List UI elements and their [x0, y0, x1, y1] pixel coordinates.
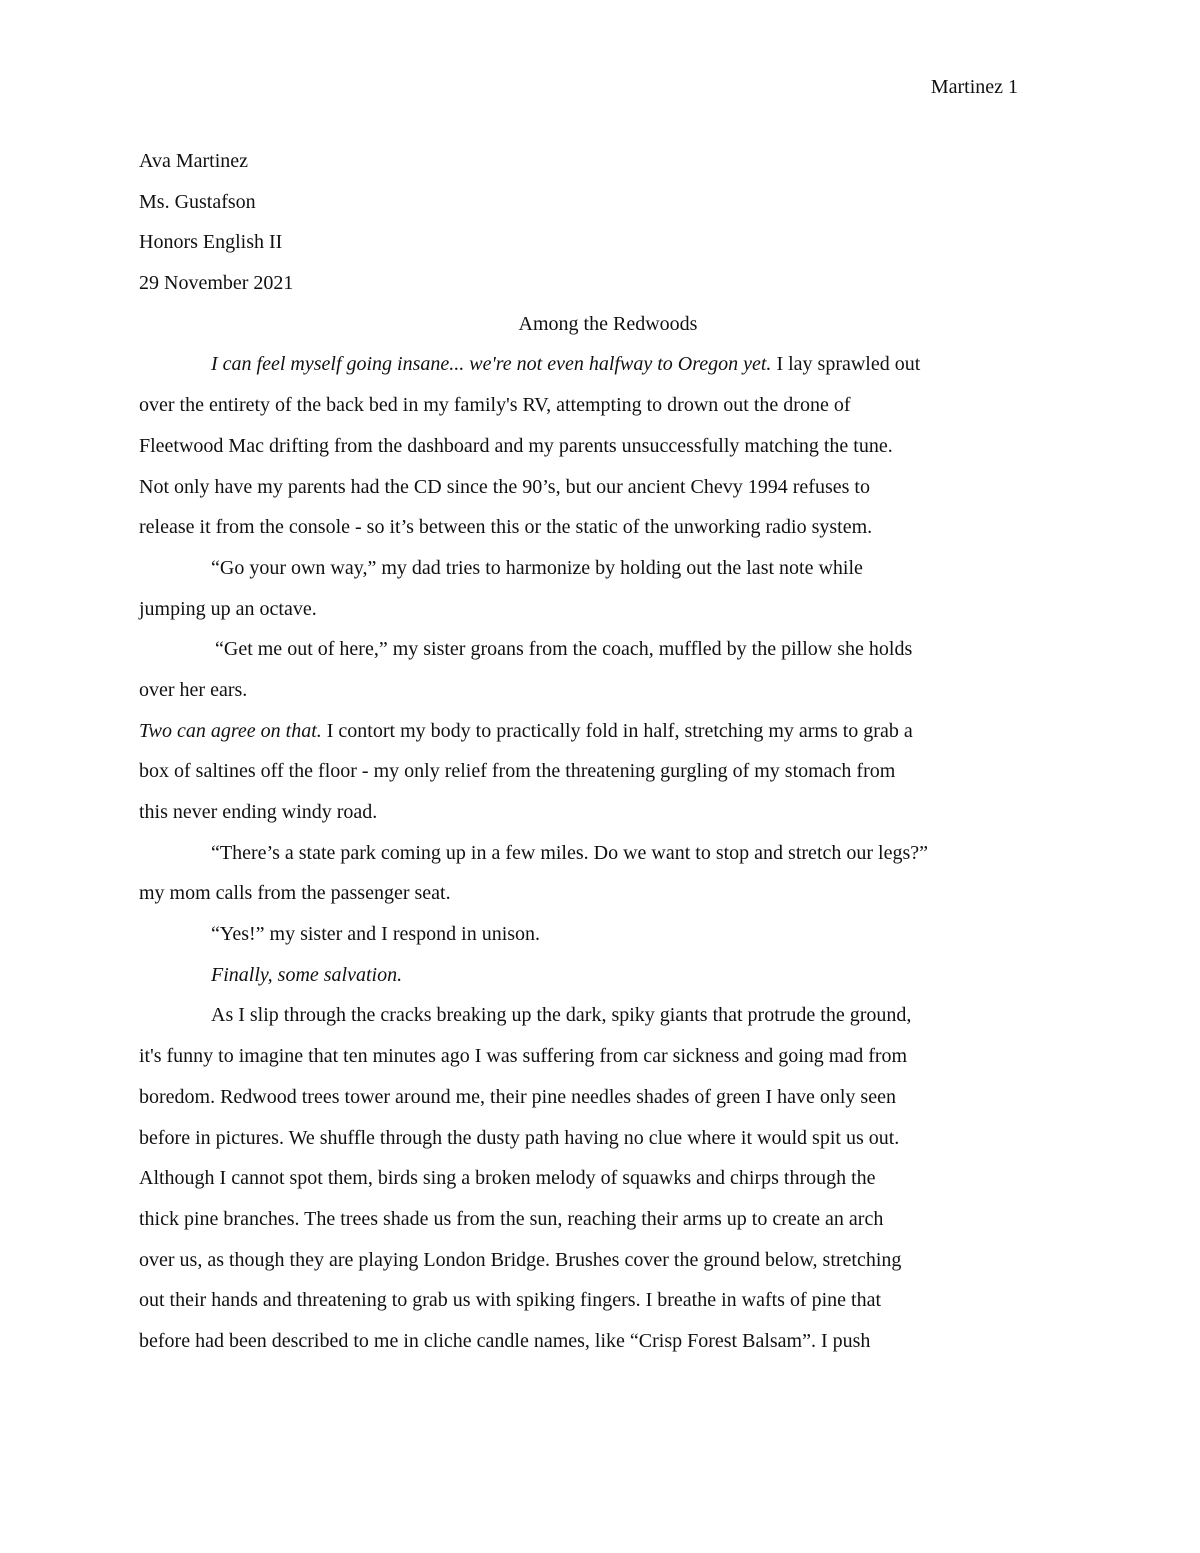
essay-date: 29 November 2021	[139, 272, 294, 295]
paragraph-line: boredom. Redwood trees tower around me, their pine needles shades of green I have only seen	[139, 1085, 896, 1108]
paragraph-line: this never ending windy road.	[139, 801, 378, 823]
paragraph-line: it's funny to imagine that ten minutes ago I was suffering from car sickness and going mad from	[139, 1045, 908, 1068]
line-text: I contort my body to practically fold in half, stretching my arms to grab a	[321, 719, 913, 742]
italic-thought: Two can agree on that.	[139, 719, 322, 742]
teacher-name: Ms. Gustafson	[139, 190, 256, 213]
paragraph-line: “There’s a state park coming up in a few miles. Do we want to stop and stretch our legs?”	[211, 841, 929, 864]
line-text: I lay sprawled out	[771, 353, 921, 376]
paragraph-line: thick pine branches. The trees shade us from the sun, reaching their arms up to create an arch	[139, 1207, 884, 1230]
paragraph-line	[139, 711, 1061, 752]
paragraph-line: release it from the console - so it’s between this or the static of the unworking radio system.	[139, 516, 873, 539]
running-head: Martinez 1	[930, 76, 1018, 98]
paragraph-line: box of saltines off the floor - my only relief from the threatening gurgling of my stomach from	[139, 760, 896, 783]
paragraph-line: out their hands and threatening to grab us with spiking fingers. I breathe in wafts of pine that	[139, 1289, 882, 1312]
student-name: Ava Martinez	[139, 150, 249, 172]
paragraph-line: Although I cannot spot them, birds sing a broken melody of squawks and chirps through the	[139, 1167, 876, 1190]
paragraph-line: over her ears.	[139, 678, 248, 701]
paragraph-line: jumping up an octave.	[139, 597, 317, 620]
paragraph-line: “Get me out of here,” my sister groans from the coach, muffled by the pillow she holds	[215, 638, 913, 661]
paragraph-line: over the entirety of the back bed in my family's RV, attempting to drown out the drone of	[139, 394, 851, 417]
paragraph-line: As I slip through the cracks breaking up the dark, spiky giants that protrude the ground,	[211, 1004, 912, 1027]
essay-body	[139, 141, 1061, 1362]
paragraph-line: over us, as though they are playing London Bridge. Brushes cover the ground below, stretching	[139, 1248, 902, 1271]
paragraph-line: before had been described to me in cliche candle names, like “Crisp Forest Balsam”. I push	[139, 1329, 871, 1352]
paragraph-line: “Yes!” my sister and I respond in unison.	[211, 923, 541, 946]
paragraph-line	[139, 344, 1061, 385]
italic-thought: I can feel myself going insane... we're not even halfway to Oregon yet.	[211, 353, 772, 376]
essay-title: Among the Redwoods	[518, 312, 698, 335]
paragraph-line: Fleetwood Mac drifting from the dashboard and my parents unsuccessfully matching the tune.	[139, 434, 893, 457]
course-name: Honors English II	[139, 231, 283, 254]
paragraph-line: Not only have my parents had the CD since the 90’s, but our ancient Chevy 1994 refuses to	[139, 475, 870, 498]
paragraph-line: my mom calls from the passenger seat.	[139, 882, 451, 905]
italic-thought: Finally, some salvation.	[211, 963, 403, 986]
paragraph-line	[139, 955, 1061, 996]
paragraph-line: before in pictures. We shuffle through the dusty path having no clue where it would spit us out.	[139, 1126, 900, 1149]
paragraph-line: “Go your own way,” my dad tries to harmonize by holding out the last note while	[211, 556, 863, 579]
